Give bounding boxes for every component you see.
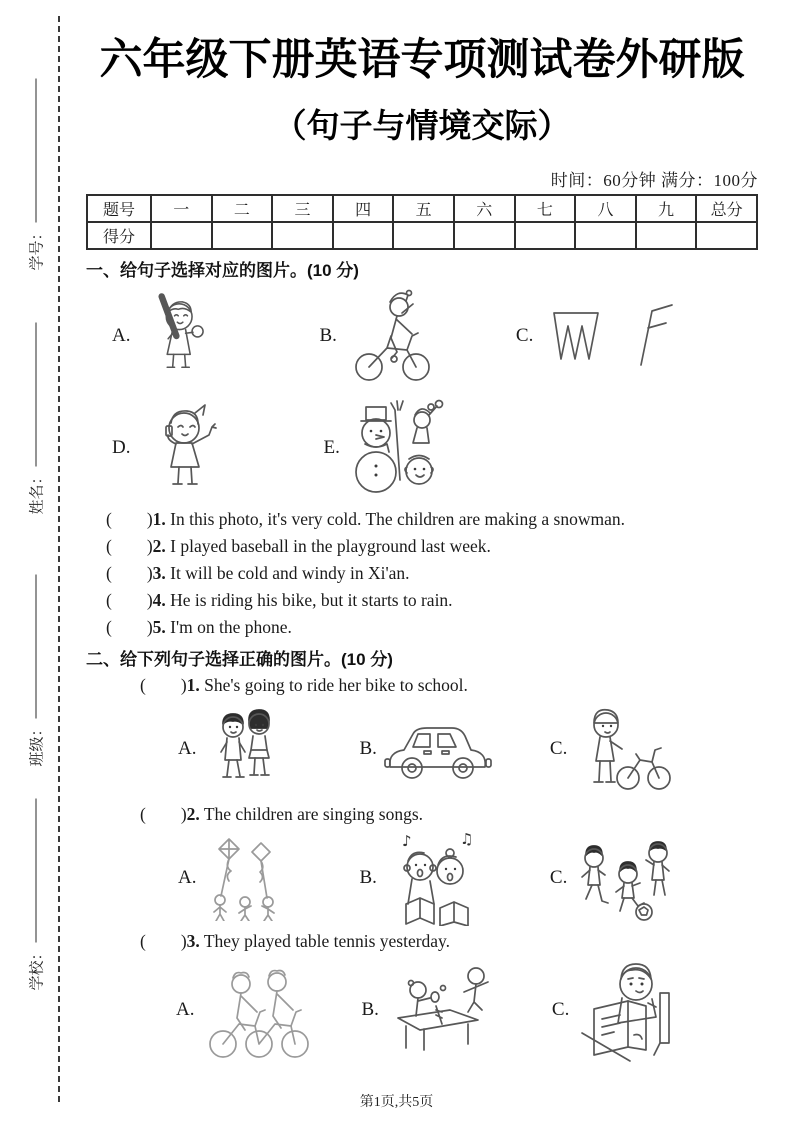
option-label: C. bbox=[549, 738, 568, 759]
girl-with-bicycle-illustration bbox=[572, 699, 672, 799]
score-row-label: 得分 bbox=[87, 222, 151, 249]
question-text: I'm on the phone. bbox=[170, 617, 292, 637]
option-a bbox=[178, 835, 309, 921]
answer-blank: ( ) bbox=[106, 617, 153, 637]
page-number-footer: 第1页,共5页 bbox=[359, 1095, 434, 1110]
picture-option-e bbox=[323, 394, 456, 502]
dashed-cut-line bbox=[58, 16, 60, 1102]
school-blank bbox=[36, 799, 37, 943]
score-cell bbox=[696, 222, 757, 249]
section2-q2-options-row bbox=[86, 830, 758, 926]
score-cell bbox=[272, 222, 333, 249]
score-table-header-cell: 九 bbox=[636, 195, 697, 222]
option-b bbox=[361, 960, 505, 1060]
score-table-header-cell: 五 bbox=[393, 195, 454, 222]
option-a bbox=[178, 703, 287, 795]
option-a bbox=[176, 958, 321, 1062]
sidebar-field-student-number bbox=[26, 79, 47, 271]
score-table-header-cell: 二 bbox=[212, 195, 273, 222]
answer-blank: ( ) bbox=[106, 563, 153, 583]
option-label: B. bbox=[359, 867, 377, 888]
answer-blank: ( ) bbox=[106, 536, 153, 556]
name-blank bbox=[36, 323, 37, 467]
option-c bbox=[552, 957, 696, 1063]
sidebar-field-name bbox=[26, 323, 47, 515]
children-playing-football-illustration bbox=[572, 835, 680, 921]
score-cell bbox=[393, 222, 454, 249]
svg-text:♪: ♪ bbox=[401, 832, 412, 850]
child-riding-bicycle-illustration bbox=[342, 286, 442, 386]
name-label: 姓名： bbox=[29, 469, 46, 515]
cold-windy-symbols-illustration bbox=[538, 301, 688, 371]
question-line bbox=[86, 560, 758, 585]
section2-heading: 二、给下列句子选择正确的图片。(10 分) bbox=[86, 650, 393, 669]
question-text: The children are singing songs. bbox=[203, 804, 424, 824]
option-label: A. bbox=[176, 999, 195, 1020]
option-label: B. bbox=[361, 999, 379, 1020]
score-table-header-cell: 题号 bbox=[87, 195, 151, 222]
boy-reading-book-illustration bbox=[574, 957, 696, 1063]
score-cell bbox=[333, 222, 394, 249]
question-text: She's going to ride her bike to school. bbox=[204, 675, 468, 695]
question-number: 2. bbox=[186, 804, 200, 824]
question-line bbox=[86, 587, 758, 612]
score-table-score-row bbox=[87, 222, 757, 249]
girl-on-phone-illustration bbox=[135, 398, 239, 498]
section1-heading: 一、给句子选择对应的图片。(10 分) bbox=[86, 261, 359, 280]
question-number: 1. bbox=[186, 675, 200, 695]
option-label: B. bbox=[359, 738, 377, 759]
paper-subtitle: （句子与情境交际） bbox=[273, 109, 571, 145]
question-text: He is riding his bike, but it starts to rain. bbox=[170, 590, 453, 610]
question-number: 5. bbox=[152, 617, 166, 637]
option-label: C. bbox=[551, 999, 570, 1020]
question-text: In this photo, it's very cold. The children are making a snowman. bbox=[170, 509, 625, 529]
score-cell bbox=[575, 222, 636, 249]
score-cell bbox=[515, 222, 576, 249]
score-table-header-cell: 七 bbox=[515, 195, 576, 222]
answer-blank: ( ) bbox=[140, 804, 187, 824]
class-blank bbox=[36, 575, 37, 719]
student-number-label: 学号： bbox=[29, 225, 46, 271]
option-label: C. bbox=[549, 867, 568, 888]
section2-q1-options-row bbox=[86, 699, 758, 799]
children-riding-bicycles-illustration bbox=[199, 958, 321, 1062]
table-tennis-illustration bbox=[384, 960, 506, 1060]
score-table-header-cell: 三 bbox=[272, 195, 333, 222]
picture-option-a bbox=[112, 289, 227, 383]
question-line bbox=[86, 801, 758, 826]
children-singing-illustration bbox=[382, 830, 490, 926]
svg-text:♫: ♫ bbox=[459, 830, 474, 848]
score-table-header-cell: 四 bbox=[333, 195, 394, 222]
question-text: I played baseball in the playground last week. bbox=[170, 536, 491, 556]
score-cell bbox=[151, 222, 212, 249]
score-cell bbox=[454, 222, 515, 249]
answer-blank: ( ) bbox=[106, 509, 153, 529]
student-number-blank bbox=[36, 79, 37, 223]
question-line bbox=[86, 533, 758, 558]
question-number: 1. bbox=[152, 509, 166, 529]
question-text: They played table tennis yesterday. bbox=[203, 931, 451, 951]
score-table-header-cell: 六 bbox=[454, 195, 515, 222]
question-line bbox=[86, 928, 758, 953]
children-making-snowman-illustration bbox=[345, 394, 457, 502]
option-label: A. bbox=[178, 867, 197, 888]
picture-option-d bbox=[112, 398, 239, 498]
answer-blank: ( ) bbox=[140, 931, 187, 951]
score-table-header-cell: 总分 bbox=[696, 195, 757, 222]
section1-pictures-row2 bbox=[86, 394, 758, 502]
picture-option-c bbox=[516, 301, 688, 371]
score-cell bbox=[212, 222, 273, 249]
question-line bbox=[86, 614, 758, 639]
question-number: 3. bbox=[186, 931, 200, 951]
section1-pictures-row1 bbox=[86, 286, 758, 386]
answer-blank: ( ) bbox=[106, 590, 153, 610]
question-number: 2. bbox=[152, 536, 166, 556]
answer-blank: ( ) bbox=[140, 675, 187, 695]
section1-questions bbox=[86, 506, 758, 639]
picture-label: E. bbox=[323, 437, 340, 458]
picture-option-b bbox=[319, 286, 441, 386]
question-line bbox=[86, 672, 758, 697]
picture-label: C. bbox=[515, 325, 534, 346]
sidebar-field-class bbox=[26, 575, 47, 767]
option-c bbox=[550, 699, 672, 799]
section2-q3-options-row bbox=[86, 957, 758, 1063]
option-label: A. bbox=[178, 738, 197, 759]
option-b bbox=[359, 715, 493, 783]
score-table-header-row bbox=[87, 195, 757, 222]
two-children-walking-illustration bbox=[201, 703, 287, 795]
children-flying-kites-illustration bbox=[201, 835, 309, 921]
option-b bbox=[359, 830, 489, 926]
score-table bbox=[86, 194, 758, 250]
question-line bbox=[86, 506, 758, 531]
question-text: It will be cold and windy in Xi'an. bbox=[170, 563, 410, 583]
sidebar-field-school bbox=[26, 799, 47, 991]
school-label: 学校： bbox=[29, 945, 46, 991]
class-label: 班级： bbox=[29, 721, 46, 767]
score-cell bbox=[636, 222, 697, 249]
picture-label: D. bbox=[112, 437, 131, 458]
picture-label: A. bbox=[112, 325, 131, 346]
option-c bbox=[550, 835, 680, 921]
score-table-header-cell: 一 bbox=[151, 195, 212, 222]
exam-time-score-info: 时间：60分钟 满分：100分 bbox=[550, 171, 758, 190]
score-table-header-cell: 八 bbox=[575, 195, 636, 222]
picture-label: B. bbox=[319, 325, 337, 346]
question-number: 4. bbox=[152, 590, 166, 610]
boy-with-baseball-bat-illustration bbox=[135, 289, 227, 383]
paper-content bbox=[86, 0, 758, 1063]
car-illustration bbox=[382, 715, 494, 783]
question-number: 3. bbox=[152, 563, 166, 583]
paper-title: 六年级下册英语专项测试卷外研版 bbox=[99, 37, 745, 84]
